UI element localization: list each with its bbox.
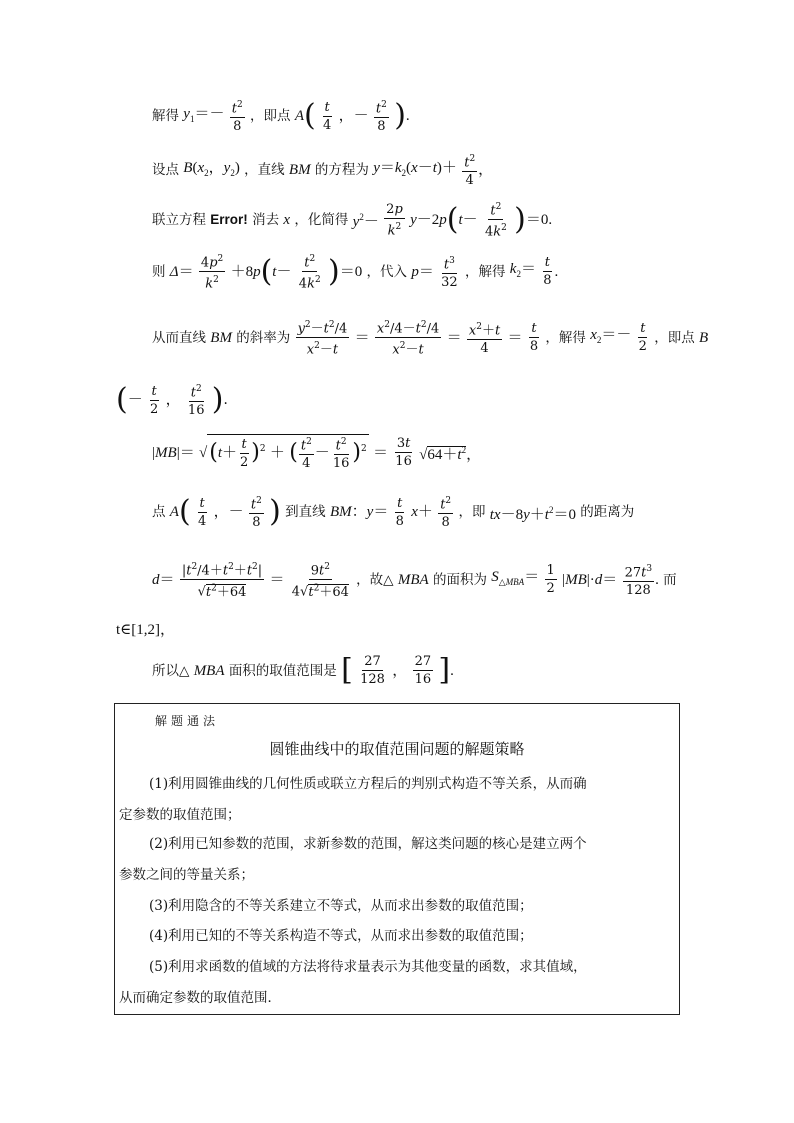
text: ，直线 xyxy=(244,162,285,179)
solution-line-7: |MB|＝ √(t＋ $\frac{t}{2}$ )$^2$ ＋ ( $\frac{t^2}{4}$ － $\frac{t^2}{16}$ )$^2$ ＝ $\frac{3t}{16}$ $√64+t^2$， xyxy=(152,434,794,474)
method-item-2a: (2)利用已知参数的范围，求新参数的范围，解这类问题的核心是建立两个 xyxy=(149,836,587,852)
text: ，化简得 xyxy=(294,211,349,228)
text: t∈[1,2]， xyxy=(116,621,176,638)
text: ，解得 xyxy=(464,263,506,280)
text: 的距离为 xyxy=(580,504,635,521)
solution-line-1: 解得 $y_1=-$ $\frac{t^2}{8}$ ，即点 A( $\frac{t}{4}$ ，－ $\frac{t^2}{8}$ ). xyxy=(152,98,410,135)
text: ，解得 xyxy=(545,329,586,346)
text: 解得 xyxy=(152,108,179,125)
method-item-2b: 参数之间的等量关系； xyxy=(119,867,254,883)
text: 点 xyxy=(152,504,166,521)
text: ，即 xyxy=(458,504,486,521)
box-title: 圆锥曲线中的取值范围问题的解题策略 xyxy=(269,740,525,758)
text: 联立方程 xyxy=(152,211,206,228)
text: 设点 xyxy=(152,162,179,179)
method-item-1a: (1)利用圆锥曲线的几何性质或联立方程后的判别式构造不等关系，从而确 xyxy=(149,776,587,792)
text: 的方程为 xyxy=(314,162,369,179)
solution-line-4: 则 Δ＝ $\frac{4p^2}{k^2}$ ＋8p(t－ $\frac{t^2}{4k^2}$ )＝0 ，代入 p＝ $\frac{t^3}{32}$ ，解得 $k_2=$ $\frac{t}{8}$ . xyxy=(152,253,559,292)
text: ，代入 xyxy=(366,263,408,280)
method-item-3: (3)利用隐含的不等关系建立不等式，从而求出参数的取值范围； xyxy=(149,898,533,914)
text: 所以△ xyxy=(152,662,190,679)
text: ，即点 xyxy=(654,329,695,346)
solution-line-2: 设点 $B(x_2$，$y_2$) ，直线 BM 的方程为 $y=k_2(x-t)+$ $\frac{t^2}{4}$ ， xyxy=(152,154,494,189)
solution-line-11: 所以△ MBA 面积的取值范围是 [ $\frac{27}{128}$ ， $\frac{27}{16}$ ]. xyxy=(152,652,454,688)
method-item-5a: (5)利用求函数的值域的方法将待求量表示为其他变量的函数，求其值域， xyxy=(149,959,587,975)
solution-line-3: 联立方程 Error! 消去 x ，化简得 $y^2-$ $\frac{2p}{k^2}$ y－2p(t－ $\frac{t^2}{4k^2}$ )＝0. xyxy=(152,201,553,240)
box-tag: 解题通法 xyxy=(155,714,220,728)
text: 到直线 xyxy=(285,504,326,521)
text: 则 xyxy=(152,263,166,280)
text: 而 xyxy=(663,571,677,588)
method-item-1b: 定参数的取值范围； xyxy=(119,807,241,823)
method-summary-box xyxy=(114,703,680,1015)
text: 的面积为 xyxy=(432,571,487,588)
text: 的斜率为 xyxy=(236,329,291,346)
solution-line-6: (－ $\frac{t}{2}$ ， $\frac{t^2}{16}$ ). xyxy=(116,382,228,419)
method-item-5b: 从而确定参数的取值范围． xyxy=(119,990,281,1006)
text: ，故△ xyxy=(356,571,394,588)
text: ，即点 xyxy=(250,108,291,125)
text: 消去 xyxy=(252,211,280,228)
solution-line-9: d＝ $\frac{|t^2/4+t^2+t^2|}{√t^2+64}$ ＝ $\frac{9t^2}{4√t^2+64}$ ，故△ MBA 的面积为 $S_{\triangle MBA}=$ $\frac{1}{2}$ |MB|·d＝ $\frac{27t^3}{128}$ . 而 xyxy=(152,562,677,600)
method-item-4: (4)利用已知的不等关系构造不等式，从而求出参数的取值范围； xyxy=(149,928,533,944)
text: . xyxy=(223,392,228,409)
solution-line-5: 从而直线 BM 的斜率为 $\frac{y^2-t^2/4}{x^2-t}$ ＝ $\frac{x^2/4-t^2/4}{x^2-t}$ ＝ $\frac{x^2+t}{4}$ ＝ $\frac{t}{8}$ ，解得 $x_2=-$ $\frac{t}{2}$ ，即点 B xyxy=(152,320,709,358)
error-text: Error! xyxy=(210,211,248,227)
solution-line-8: 点 A( $\frac{t}{4}$ ，－ $\frac{t^2}{8}$ ) 到直线 BM：y＝ $\frac{t}{8}$ x＋ $\frac{t^2}{8}$ ，即 $tx-8y+t^2=0$ 的距离为 xyxy=(152,494,635,531)
text: 从而直线 xyxy=(152,329,206,346)
text: 面积的取值范围是 xyxy=(228,662,337,679)
